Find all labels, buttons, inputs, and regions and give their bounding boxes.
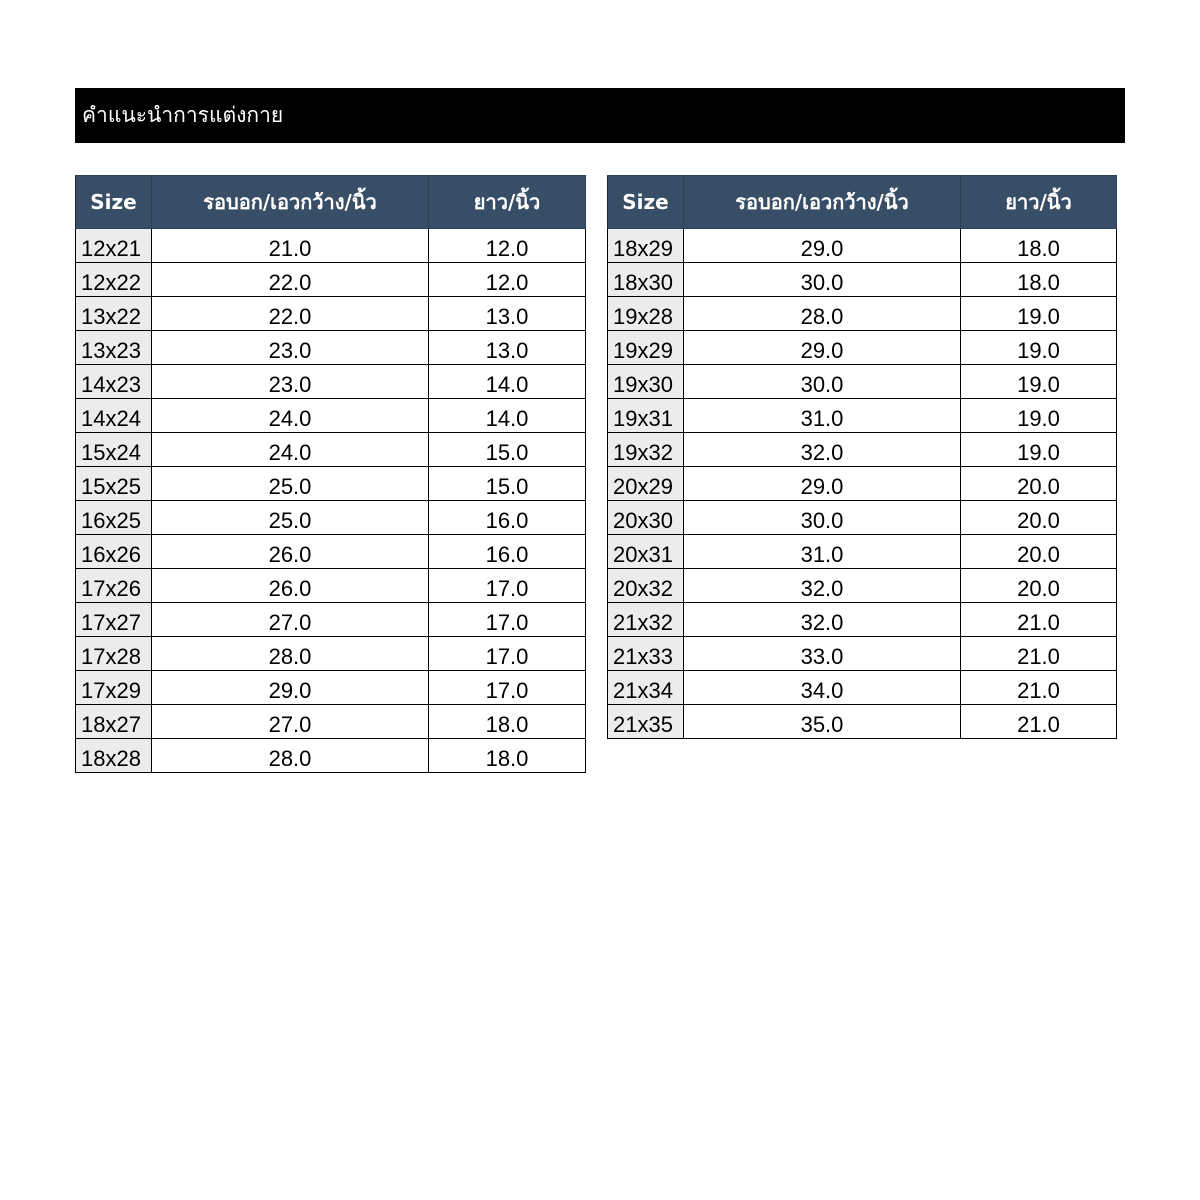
cell-length: 19.0 xyxy=(961,365,1117,399)
cell-length: 17.0 xyxy=(429,603,586,637)
table-row xyxy=(76,705,586,739)
cell-length: 18.0 xyxy=(429,705,586,739)
table-row xyxy=(76,569,586,603)
cell-chest-waist: 30.0 xyxy=(684,365,961,399)
cell-chest-waist: 25.0 xyxy=(152,501,429,535)
cell-size: 15x25 xyxy=(76,467,152,501)
cell-length: 19.0 xyxy=(961,297,1117,331)
table-row xyxy=(608,365,1117,399)
cell-chest-waist: 24.0 xyxy=(152,399,429,433)
table-row xyxy=(76,535,586,569)
cell-chest-waist: 29.0 xyxy=(152,671,429,705)
cell-length: 21.0 xyxy=(961,705,1117,739)
column-header-length: ยาว/นิ้ว xyxy=(429,176,586,229)
table-row xyxy=(76,433,586,467)
cell-chest-waist: 32.0 xyxy=(684,433,961,467)
table-row xyxy=(608,637,1117,671)
cell-size: 14x23 xyxy=(76,365,152,399)
cell-length: 13.0 xyxy=(429,331,586,365)
cell-size: 20x31 xyxy=(608,535,684,569)
cell-size: 12x22 xyxy=(76,263,152,297)
cell-length: 21.0 xyxy=(961,603,1117,637)
table-row xyxy=(608,331,1117,365)
column-header-chest-waist: รอบอก/เอวกว้าง/นิ้ว xyxy=(152,176,429,229)
table-row xyxy=(608,501,1117,535)
table-header-row xyxy=(76,176,586,229)
cell-chest-waist: 21.0 xyxy=(152,229,429,263)
table-row xyxy=(608,535,1117,569)
cell-size: 15x24 xyxy=(76,433,152,467)
cell-size: 18x29 xyxy=(608,229,684,263)
table-row xyxy=(76,501,586,535)
cell-chest-waist: 28.0 xyxy=(152,637,429,671)
cell-length: 17.0 xyxy=(429,569,586,603)
table-row xyxy=(76,229,586,263)
cell-chest-waist: 33.0 xyxy=(684,637,961,671)
table-row xyxy=(608,433,1117,467)
table-row xyxy=(76,739,586,773)
cell-length: 20.0 xyxy=(961,569,1117,603)
table-row xyxy=(608,603,1117,637)
cell-size: 17x28 xyxy=(76,637,152,671)
cell-length: 13.0 xyxy=(429,297,586,331)
table-row xyxy=(76,331,586,365)
cell-length: 16.0 xyxy=(429,535,586,569)
cell-length: 18.0 xyxy=(429,739,586,773)
cell-size: 17x26 xyxy=(76,569,152,603)
cell-chest-waist: 27.0 xyxy=(152,603,429,637)
cell-size: 20x30 xyxy=(608,501,684,535)
cell-chest-waist: 28.0 xyxy=(152,739,429,773)
cell-size: 20x32 xyxy=(608,569,684,603)
table-row xyxy=(608,229,1117,263)
cell-chest-waist: 26.0 xyxy=(152,569,429,603)
cell-length: 16.0 xyxy=(429,501,586,535)
cell-size: 17x29 xyxy=(76,671,152,705)
cell-size: 14x24 xyxy=(76,399,152,433)
size-table-left xyxy=(75,175,586,773)
cell-length: 18.0 xyxy=(961,229,1117,263)
cell-chest-waist: 32.0 xyxy=(684,569,961,603)
table-row xyxy=(76,297,586,331)
cell-size: 16x25 xyxy=(76,501,152,535)
table-row xyxy=(608,399,1117,433)
size-table-right xyxy=(607,175,1117,739)
cell-size: 21x34 xyxy=(608,671,684,705)
table-row xyxy=(608,263,1117,297)
cell-length: 21.0 xyxy=(961,671,1117,705)
cell-chest-waist: 25.0 xyxy=(152,467,429,501)
page-title: คำแนะนำการแต่งกาย xyxy=(75,88,1125,143)
cell-size: 16x26 xyxy=(76,535,152,569)
cell-chest-waist: 31.0 xyxy=(684,535,961,569)
column-header-chest-waist: รอบอก/เอวกว้าง/นิ้ว xyxy=(684,176,961,229)
cell-chest-waist: 22.0 xyxy=(152,297,429,331)
cell-length: 21.0 xyxy=(961,637,1117,671)
table-row xyxy=(76,467,586,501)
cell-size: 20x29 xyxy=(608,467,684,501)
cell-length: 19.0 xyxy=(961,433,1117,467)
cell-length: 17.0 xyxy=(429,671,586,705)
cell-length: 14.0 xyxy=(429,365,586,399)
cell-size: 19x28 xyxy=(608,297,684,331)
cell-length: 12.0 xyxy=(429,263,586,297)
cell-length: 15.0 xyxy=(429,467,586,501)
cell-chest-waist: 29.0 xyxy=(684,229,961,263)
table-row xyxy=(608,705,1117,739)
cell-size: 12x21 xyxy=(76,229,152,263)
cell-chest-waist: 35.0 xyxy=(684,705,961,739)
cell-size: 19x30 xyxy=(608,365,684,399)
cell-size: 21x35 xyxy=(608,705,684,739)
cell-length: 17.0 xyxy=(429,637,586,671)
table-row xyxy=(76,399,586,433)
table-header-row xyxy=(608,176,1117,229)
cell-size: 18x30 xyxy=(608,263,684,297)
table-row xyxy=(76,637,586,671)
cell-chest-waist: 24.0 xyxy=(152,433,429,467)
cell-chest-waist: 23.0 xyxy=(152,331,429,365)
table-row xyxy=(608,569,1117,603)
column-header-length: ยาว/นิ้ว xyxy=(961,176,1117,229)
cell-chest-waist: 28.0 xyxy=(684,297,961,331)
cell-chest-waist: 30.0 xyxy=(684,263,961,297)
cell-size: 17x27 xyxy=(76,603,152,637)
cell-length: 20.0 xyxy=(961,467,1117,501)
cell-chest-waist: 29.0 xyxy=(684,331,961,365)
cell-size: 18x27 xyxy=(76,705,152,739)
cell-chest-waist: 29.0 xyxy=(684,467,961,501)
table-row xyxy=(76,603,586,637)
cell-size: 19x31 xyxy=(608,399,684,433)
cell-length: 12.0 xyxy=(429,229,586,263)
cell-size: 18x28 xyxy=(76,739,152,773)
table-row xyxy=(608,297,1117,331)
cell-size: 13x23 xyxy=(76,331,152,365)
cell-length: 19.0 xyxy=(961,399,1117,433)
table-row xyxy=(76,263,586,297)
cell-chest-waist: 22.0 xyxy=(152,263,429,297)
cell-chest-waist: 27.0 xyxy=(152,705,429,739)
cell-size: 19x32 xyxy=(608,433,684,467)
cell-chest-waist: 30.0 xyxy=(684,501,961,535)
cell-length: 14.0 xyxy=(429,399,586,433)
cell-chest-waist: 31.0 xyxy=(684,399,961,433)
cell-chest-waist: 23.0 xyxy=(152,365,429,399)
table-row xyxy=(608,671,1117,705)
cell-length: 20.0 xyxy=(961,501,1117,535)
cell-chest-waist: 32.0 xyxy=(684,603,961,637)
table-row xyxy=(608,467,1117,501)
table-row xyxy=(76,671,586,705)
table-row xyxy=(76,365,586,399)
cell-length: 20.0 xyxy=(961,535,1117,569)
column-header-size: Size xyxy=(76,176,152,229)
cell-chest-waist: 26.0 xyxy=(152,535,429,569)
cell-length: 18.0 xyxy=(961,263,1117,297)
column-header-size: Size xyxy=(608,176,684,229)
cell-size: 21x33 xyxy=(608,637,684,671)
cell-size: 13x22 xyxy=(76,297,152,331)
cell-size: 19x29 xyxy=(608,331,684,365)
cell-size: 21x32 xyxy=(608,603,684,637)
cell-chest-waist: 34.0 xyxy=(684,671,961,705)
cell-length: 15.0 xyxy=(429,433,586,467)
cell-length: 19.0 xyxy=(961,331,1117,365)
